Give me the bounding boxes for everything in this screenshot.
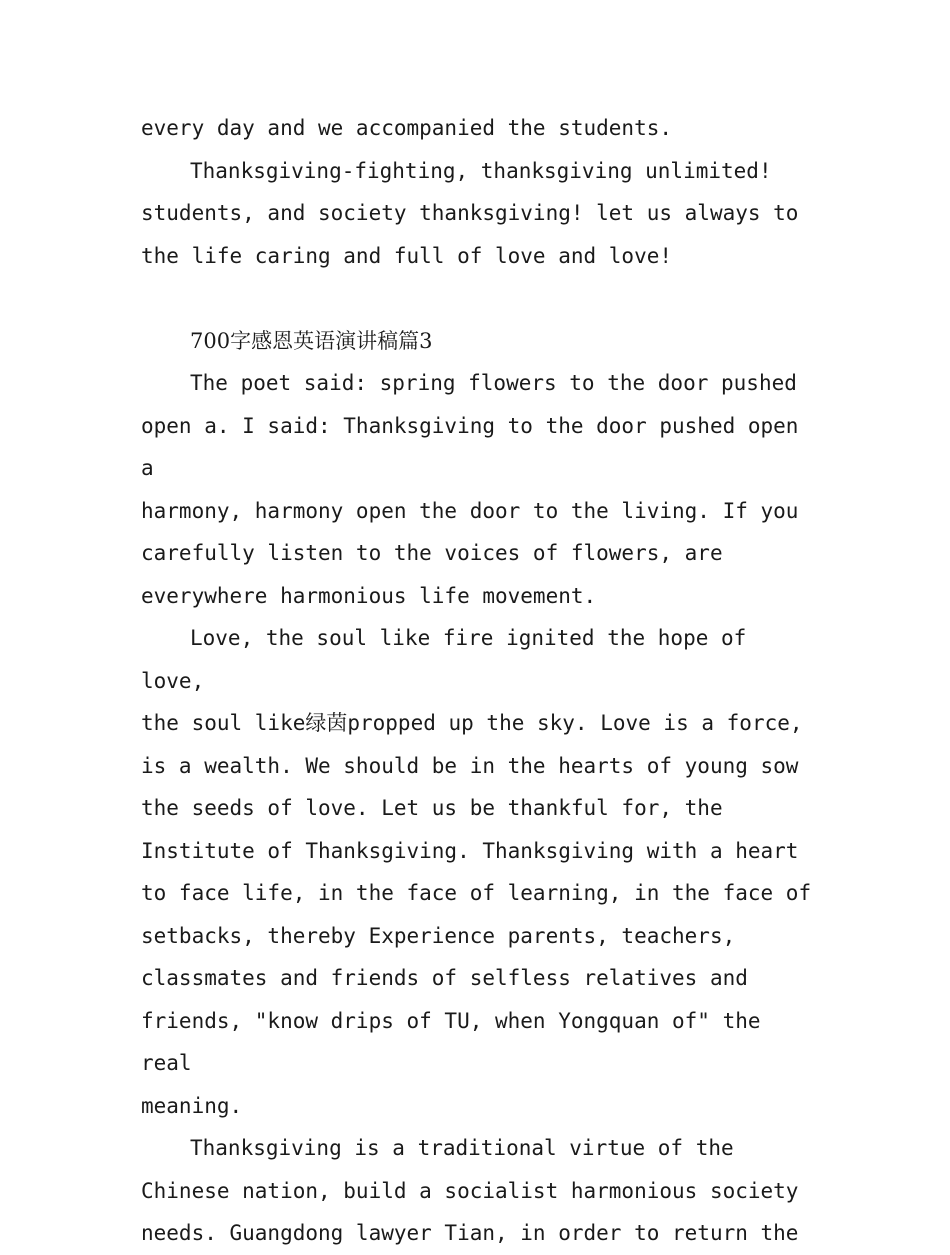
text-line: classmates and friends of selfless relatives and <box>141 966 748 990</box>
text-line: setbacks, thereby Experience parents, teachers, <box>141 923 736 948</box>
text-line: The poet said: spring flowers to the door pushed <box>190 371 797 395</box>
section-heading: 700字感恩英语演讲稿篇3 <box>190 328 433 353</box>
text-line: meaning. <box>141 1093 243 1118</box>
text-line: is a wealth. We should be in the hearts of young sow <box>141 753 799 778</box>
text-line: needs. Guangdong lawyer Tian, in order to return the <box>141 1221 799 1245</box>
text-line: the life caring and full of love and love! <box>141 243 673 268</box>
document-body <box>141 107 821 1255</box>
text-line: Thanksgiving is a traditional virtue of the <box>190 1136 734 1160</box>
text-line: carefully listen to the voices of flowers, are <box>141 541 723 565</box>
text-line: open a. I said: Thanksgiving to the door pushed open a <box>141 413 812 480</box>
text-line: to face life, in the face of learning, in the face of <box>141 881 812 905</box>
text-line: everywhere harmonious life movement. <box>141 583 597 608</box>
text-line: Thanksgiving-fighting, thanksgiving unlimited! <box>190 158 772 183</box>
text-line: students, and society thanksgiving! let us always to <box>141 201 799 225</box>
text-line: Love, the soul like fire ignited the hope of love, <box>141 626 759 693</box>
text-line: the soul like绿茵propped up the sky. Love is a force, <box>141 711 803 735</box>
text-line: friends, "know drips of TU, when Yongquan of" the real <box>141 1008 774 1075</box>
text-line: Chinese nation, build a socialist harmonious society <box>141 1178 799 1203</box>
text-line: Institute of Thanksgiving. Thanksgiving with a heart <box>141 838 799 863</box>
paragraph-gap <box>141 277 821 320</box>
text-line: the seeds of love. Let us be thankful for, the <box>141 796 723 820</box>
text-line: every day and we accompanied the students. <box>141 116 673 140</box>
text-line: harmony, harmony open the door to the living. If you <box>141 498 799 523</box>
